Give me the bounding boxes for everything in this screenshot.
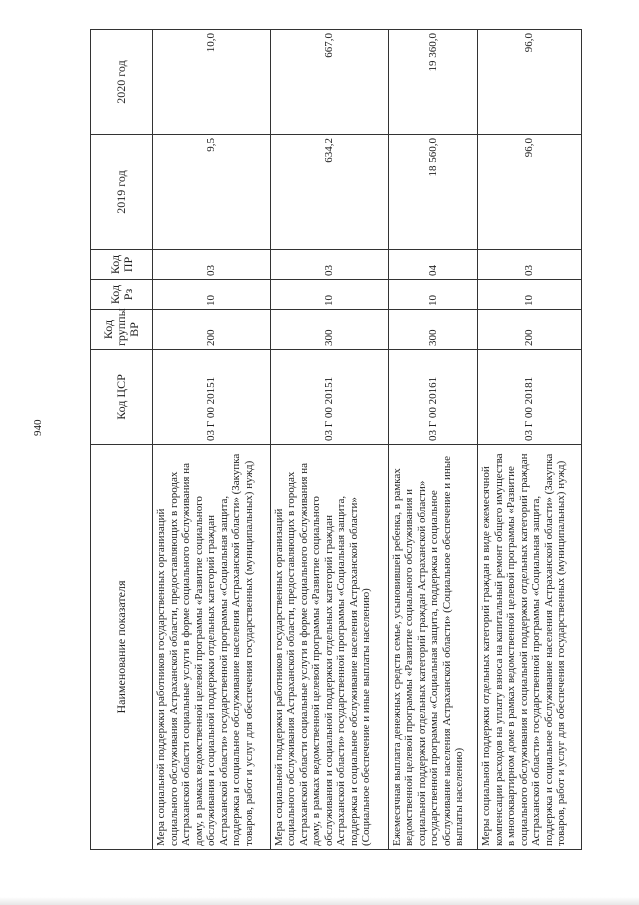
table-row bbox=[270, 30, 388, 850]
row-name: Ежемесячная выплата денежных средств семье, усыновившей ребенка, в рамках ведомственной целевой программы «Развитие социального обслуживания и социальной поддержки отдельных категорий граждан Астраханской области» государственной программы «Социальная защита, поддержка и социальное обслуживание населения Астраханской области» (Социальное обеспечение и иные выплаты населению) bbox=[388, 445, 478, 850]
row-vr: 300 bbox=[270, 310, 388, 350]
row-2019: 18 560,0 bbox=[388, 135, 478, 250]
header-name: Наименование показателя bbox=[91, 445, 153, 850]
row-2020: 10,0 bbox=[153, 30, 271, 135]
row-2019: 96,0 bbox=[478, 135, 582, 250]
row-2019: 9,5 bbox=[153, 135, 271, 250]
row-vr: 200 bbox=[153, 310, 271, 350]
row-2020: 19 360,0 bbox=[388, 30, 478, 135]
table-row bbox=[388, 30, 478, 850]
header-vr: Код группы ВР bbox=[91, 310, 153, 350]
header-pr: Код ПР bbox=[91, 250, 153, 280]
row-rz: 10 bbox=[153, 280, 271, 310]
table-header-row bbox=[91, 30, 153, 850]
row-rz: 10 bbox=[270, 280, 388, 310]
row-vr: 200 bbox=[478, 310, 582, 350]
header-2020: 2020 год bbox=[91, 30, 153, 135]
scan-edge bbox=[0, 897, 639, 905]
row-2019: 634,2 bbox=[270, 135, 388, 250]
row-vr: 300 bbox=[388, 310, 478, 350]
row-pr: 03 bbox=[153, 250, 271, 280]
row-name: Меры социальной поддержки отдельных категорий граждан в виде ежемесячной компенсации расходов на уплату взноса на капитальный ремонт общего имущества в многоквартирном доме в рамках ведомственной целевой программы «Развитие социального обслуживания и социальной поддержки отдельных категорий граждан Астраханской области» государственной программы «Социальная защита, поддержка и социальное обслуживание населения Астраханской области» (Закупка товаров, работ и услуг для обеспечения государственных (муниципальных) нужд) bbox=[478, 445, 582, 850]
row-rz: 10 bbox=[478, 280, 582, 310]
row-2020: 96,0 bbox=[478, 30, 582, 135]
header-rz: Код Рз bbox=[91, 280, 153, 310]
row-2020: 667,0 bbox=[270, 30, 388, 135]
header-csr: Код ЦСР bbox=[91, 350, 153, 445]
header-2019: 2019 год bbox=[91, 135, 153, 250]
rotated-table-page bbox=[90, 30, 582, 850]
row-csr: 03 Г 00 20181 bbox=[478, 350, 582, 445]
row-csr: 03 Г 00 20151 bbox=[153, 350, 271, 445]
row-rz: 10 bbox=[388, 280, 478, 310]
row-name: Мера социальной поддержки работников государственных организаций социального обслуживания Астраханской области, предоставляющих в городах Астраханской области социальные услуги в форме социального обслуживания на дому, в рамках ведомственной целевой программы «Развитие социального обслуживания и социальной поддержки отдельных категорий граждан Астраханской области» государственной программы «Социальная защита, поддержка и социальное обслуживание населения Астраханской области» (Социальное обеспечение и иные выплаты населению) bbox=[270, 445, 388, 850]
table-row bbox=[153, 30, 271, 850]
row-pr: 04 bbox=[388, 250, 478, 280]
row-csr: 03 Г 00 20161 bbox=[388, 350, 478, 445]
page-number: 940 bbox=[32, 419, 44, 436]
budget-table bbox=[90, 29, 582, 850]
row-pr: 03 bbox=[478, 250, 582, 280]
row-csr: 03 Г 00 20151 bbox=[270, 350, 388, 445]
row-name: Мера социальной поддержки работников государственных организаций социального обслуживания Астраханской области, предоставляющих в городах Астраханской области социальные услуги в форме социального обслуживания на дому, в рамках ведомственной целевой программы «Развитие социального обслуживания и социальной поддержки отдельных категорий граждан Астраханской области» государственной программы «Социальная защита, поддержка и социальное обслуживание населения Астраханской области» (Закупка товаров, работ и услуг для обеспечения государственных (муниципальных) нужд) bbox=[153, 445, 271, 850]
row-pr: 03 bbox=[270, 250, 388, 280]
table-row bbox=[478, 30, 582, 850]
